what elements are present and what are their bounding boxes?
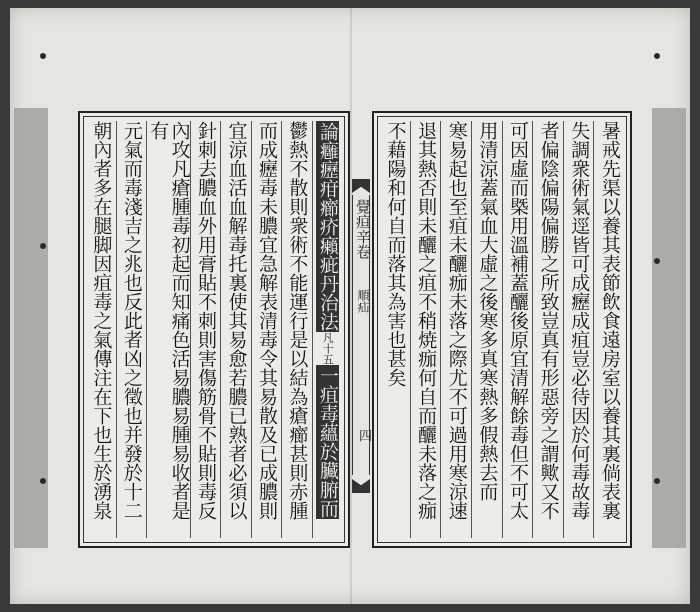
- left-page-frame: [78, 111, 350, 548]
- book-page-scan: [10, 8, 690, 604]
- title-note: 凡十五: [321, 332, 335, 365]
- fish-tail-bottom-mark: [352, 479, 370, 493]
- book-title: 覺疸辛卷: [354, 199, 372, 259]
- center-gutter: [350, 111, 372, 548]
- text-column: 針刺去膿血外用膏貼不刺則害傷筋骨不貼則毒反: [190, 121, 220, 538]
- right-page-columns: [380, 121, 624, 538]
- binding-hole: [654, 258, 660, 264]
- binding-hole: [654, 53, 660, 59]
- text-column: 寒易起也至疽未釃痂未落之際尤不可過用寒涼速: [440, 121, 471, 538]
- fish-tail-top-mark: [352, 179, 370, 193]
- text-column: 元氣而毒淺吉之兆也反此者凶之徵也并發於十二: [116, 121, 146, 538]
- text-column: 退其熱否則未釃之疽不稍焼痂何自而釃未落之痂: [410, 121, 441, 538]
- binding-hole: [40, 243, 46, 249]
- text-column: 者偏陰偏陽偏勝之所致豈真有形惡旁之謂歟又不: [532, 121, 563, 538]
- text-column: 可因虛而槩用溫補蓋釃後原宜清解餘毒但不可太: [502, 121, 533, 538]
- text-column: 暑戒先渠以養其表節飲食遠房室以養其裏倘表裏: [593, 121, 624, 538]
- binding-hole: [40, 478, 46, 484]
- binding-hole: [40, 53, 46, 59]
- text-column: 而成癧毒未膿宜急解表清毒令其易散及已成膿則: [251, 121, 281, 538]
- text-column: 宜涼血活血解毒托裏使其易愈若膿已熟者必須以: [220, 121, 250, 538]
- left-page-columns: [86, 121, 342, 538]
- section-title: 論癰癧疳癤疥癩疵丹治法: [316, 122, 339, 331]
- page-number: 四: [356, 429, 371, 442]
- text-column: 朝內者多在腿脚因疽毒之氣傳注在下也生於湧泉: [90, 121, 113, 520]
- text-column: 一疽毒蘊於臟腑而: [316, 366, 339, 518]
- binding-hole: [654, 478, 660, 484]
- text-column: 內攻凡瘡腫毒初起而知痛色活易膿易腫易收者是有: [146, 121, 190, 538]
- text-column: 用清涼蓋氣血大虛之後寒多真寒熱多假熱去而: [471, 121, 502, 538]
- section-label: 順疝: [356, 289, 370, 313]
- text-column: 鬱熱不散則衆術不能運行是以結為瘡癤甚則赤腫: [281, 121, 311, 538]
- text-column: 不藉陽和何自而落其為害也甚矣: [384, 121, 407, 387]
- text-column: 失調衆術氣逕皆可成癧成疽豈必待因於何毒故毒: [563, 121, 594, 538]
- right-page-frame: [372, 111, 632, 548]
- section-title-column: [312, 121, 342, 538]
